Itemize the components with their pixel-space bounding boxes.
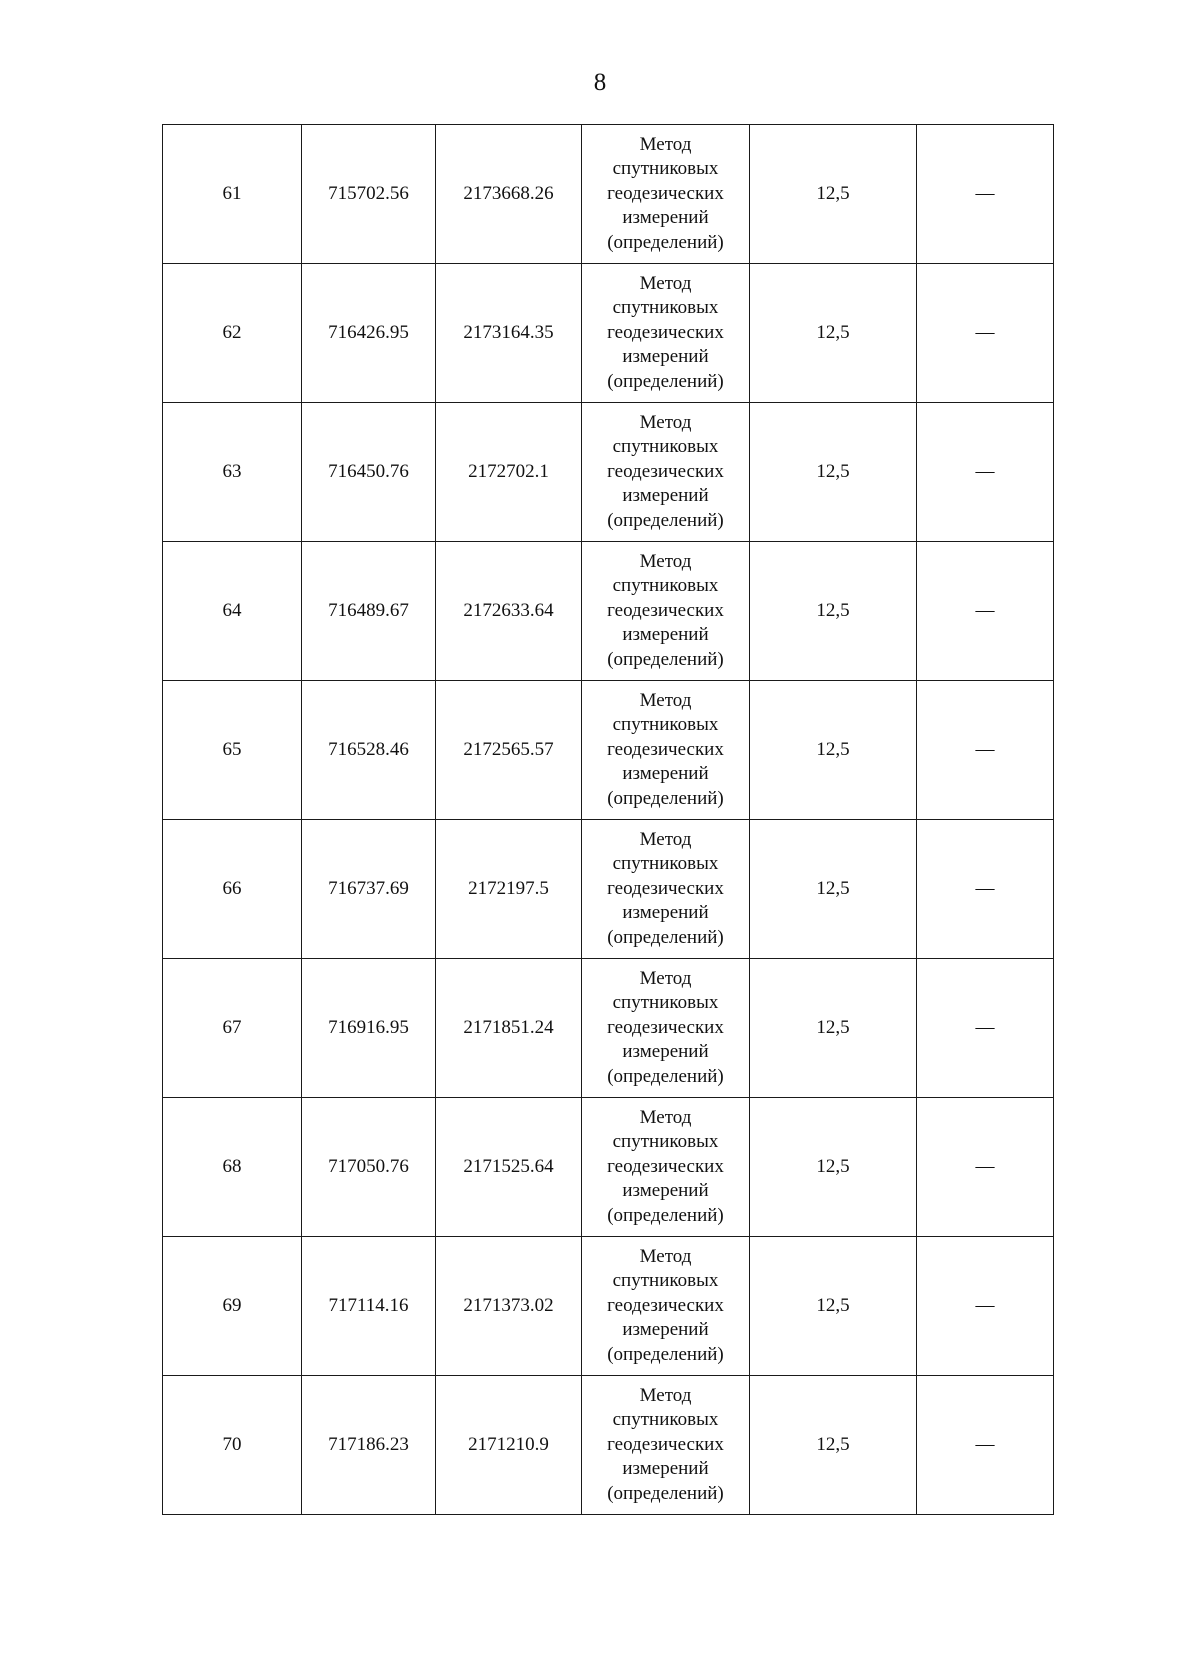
point-number-cell: 68 xyxy=(163,1098,302,1237)
table-row xyxy=(163,681,1054,820)
method-line: геодезических xyxy=(607,1155,724,1177)
method-line: Метод xyxy=(639,272,692,294)
method-line: измерений xyxy=(622,902,709,924)
y-coordinate-cell: 2171525.64 xyxy=(436,1098,582,1237)
accuracy-cell: 12,5 xyxy=(750,681,917,820)
method-line: спутниковых xyxy=(612,436,719,458)
y-coordinate-cell: 2173668.26 xyxy=(436,125,582,264)
point-number-cell: 65 xyxy=(163,681,302,820)
y-coordinate-cell: 2171373.02 xyxy=(436,1237,582,1376)
coordinates-table xyxy=(162,124,1054,1515)
method-line: геодезических xyxy=(607,1433,724,1455)
x-coordinate-cell: 716737.69 xyxy=(302,820,436,959)
method-line: (определений) xyxy=(607,787,724,809)
method-cell xyxy=(582,681,750,820)
note-cell: — xyxy=(917,264,1054,403)
note-cell: — xyxy=(917,959,1054,1098)
method-line: геодезических xyxy=(607,182,724,204)
coordinates-table-body xyxy=(163,125,1054,1515)
method-cell xyxy=(582,959,750,1098)
accuracy-cell: 12,5 xyxy=(750,403,917,542)
table-row xyxy=(163,264,1054,403)
table-row xyxy=(163,125,1054,264)
x-coordinate-cell: 716426.95 xyxy=(302,264,436,403)
method-line: измерений xyxy=(622,1319,709,1341)
note-cell: — xyxy=(917,1098,1054,1237)
point-number-cell: 62 xyxy=(163,264,302,403)
method-line: измерений xyxy=(622,346,709,368)
method-line: спутниковых xyxy=(612,992,719,1014)
method-line: (определений) xyxy=(607,926,724,948)
table-row xyxy=(163,1098,1054,1237)
method-line: (определений) xyxy=(607,509,724,531)
table-row xyxy=(163,1237,1054,1376)
y-coordinate-cell: 2171210.9 xyxy=(436,1376,582,1515)
method-line: измерений xyxy=(622,1041,709,1063)
method-line: спутниковых xyxy=(612,1409,719,1431)
point-number-cell: 64 xyxy=(163,542,302,681)
method-line: измерений xyxy=(622,485,709,507)
method-line: геодезических xyxy=(607,1294,724,1316)
y-coordinate-cell: 2172565.57 xyxy=(436,681,582,820)
accuracy-cell: 12,5 xyxy=(750,959,917,1098)
method-cell xyxy=(582,820,750,959)
method-line: геодезических xyxy=(607,1016,724,1038)
method-line: измерений xyxy=(622,763,709,785)
y-coordinate-cell: 2172197.5 xyxy=(436,820,582,959)
accuracy-cell: 12,5 xyxy=(750,264,917,403)
y-coordinate-cell: 2172702.1 xyxy=(436,403,582,542)
x-coordinate-cell: 717050.76 xyxy=(302,1098,436,1237)
method-line: спутниковых xyxy=(612,1270,719,1292)
note-cell: — xyxy=(917,681,1054,820)
method-line: (определений) xyxy=(607,370,724,392)
x-coordinate-cell: 717186.23 xyxy=(302,1376,436,1515)
method-line: геодезических xyxy=(607,738,724,760)
method-line: (определений) xyxy=(607,1065,724,1087)
x-coordinate-cell: 716489.67 xyxy=(302,542,436,681)
note-cell: — xyxy=(917,542,1054,681)
method-line: Метод xyxy=(639,133,692,155)
y-coordinate-cell: 2173164.35 xyxy=(436,264,582,403)
method-line: измерений xyxy=(622,1458,709,1480)
y-coordinate-cell: 2171851.24 xyxy=(436,959,582,1098)
accuracy-cell: 12,5 xyxy=(750,1237,917,1376)
page-number: 8 xyxy=(593,69,607,96)
method-line: (определений) xyxy=(607,1482,724,1504)
x-coordinate-cell: 716916.95 xyxy=(302,959,436,1098)
point-number-cell: 67 xyxy=(163,959,302,1098)
method-cell xyxy=(582,1376,750,1515)
x-coordinate-cell: 716450.76 xyxy=(302,403,436,542)
method-line: Метод xyxy=(639,828,692,850)
method-cell xyxy=(582,542,750,681)
table-row xyxy=(163,959,1054,1098)
accuracy-cell: 12,5 xyxy=(750,125,917,264)
method-cell xyxy=(582,264,750,403)
method-line: спутниковых xyxy=(612,714,719,736)
method-line: Метод xyxy=(639,1245,692,1267)
point-number-cell: 66 xyxy=(163,820,302,959)
method-line: измерений xyxy=(622,207,709,229)
accuracy-cell: 12,5 xyxy=(750,820,917,959)
accuracy-cell: 12,5 xyxy=(750,542,917,681)
method-line: (определений) xyxy=(607,1204,724,1226)
x-coordinate-cell: 716528.46 xyxy=(302,681,436,820)
method-cell xyxy=(582,1237,750,1376)
method-line: спутниковых xyxy=(612,575,719,597)
accuracy-cell: 12,5 xyxy=(750,1098,917,1237)
accuracy-cell: 12,5 xyxy=(750,1376,917,1515)
method-cell xyxy=(582,1098,750,1237)
method-line: спутниковых xyxy=(612,853,719,875)
method-line: геодезических xyxy=(607,321,724,343)
method-line: Метод xyxy=(639,550,692,572)
y-coordinate-cell: 2172633.64 xyxy=(436,542,582,681)
method-cell xyxy=(582,125,750,264)
method-line: геодезических xyxy=(607,460,724,482)
method-line: спутниковых xyxy=(612,1131,719,1153)
point-number-cell: 69 xyxy=(163,1237,302,1376)
point-number-cell: 70 xyxy=(163,1376,302,1515)
point-number-cell: 61 xyxy=(163,125,302,264)
x-coordinate-cell: 715702.56 xyxy=(302,125,436,264)
method-line: измерений xyxy=(622,624,709,646)
method-line: Метод xyxy=(639,967,692,989)
note-cell: — xyxy=(917,403,1054,542)
note-cell: — xyxy=(917,1376,1054,1515)
method-line: Метод xyxy=(639,411,692,433)
note-cell: — xyxy=(917,1237,1054,1376)
method-line: Метод xyxy=(639,1106,692,1128)
method-line: (определений) xyxy=(607,648,724,670)
method-line: измерений xyxy=(622,1180,709,1202)
note-cell: — xyxy=(917,125,1054,264)
method-line: Метод xyxy=(639,689,692,711)
table-row xyxy=(163,403,1054,542)
method-line: спутниковых xyxy=(612,158,719,180)
point-number-cell: 63 xyxy=(163,403,302,542)
table-row xyxy=(163,542,1054,681)
method-line: геодезических xyxy=(607,877,724,899)
method-line: (определений) xyxy=(607,1343,724,1365)
x-coordinate-cell: 717114.16 xyxy=(302,1237,436,1376)
method-cell xyxy=(582,403,750,542)
table-row xyxy=(163,1376,1054,1515)
method-line: (определений) xyxy=(607,231,724,253)
method-line: геодезических xyxy=(607,599,724,621)
method-line: Метод xyxy=(639,1384,692,1406)
note-cell: — xyxy=(917,820,1054,959)
method-line: спутниковых xyxy=(612,297,719,319)
table-row xyxy=(163,820,1054,959)
